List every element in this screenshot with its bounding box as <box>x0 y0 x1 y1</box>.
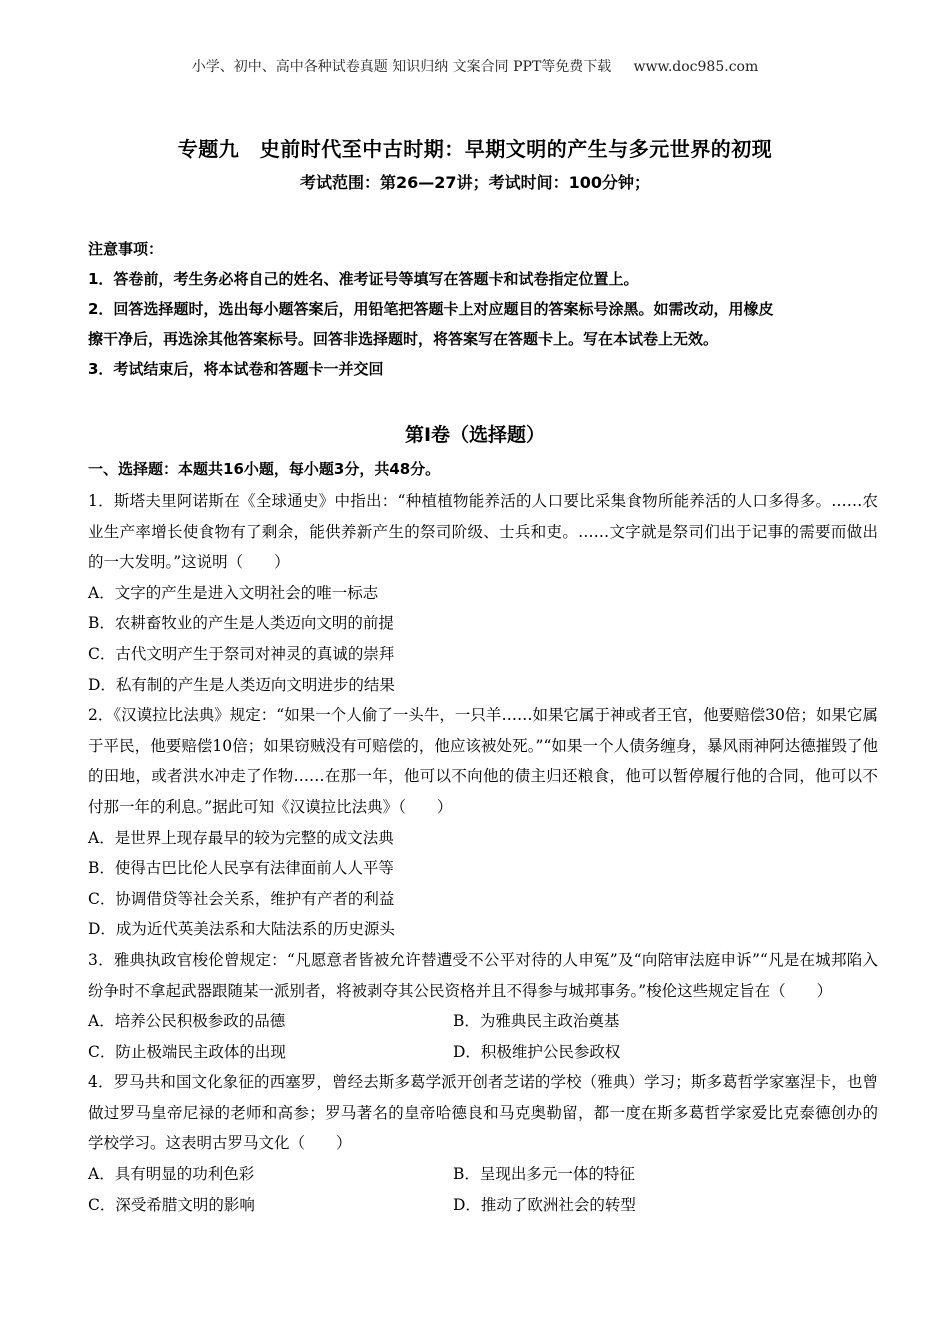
question-3 <box>88 945 878 1067</box>
notes-line: 1．答卷前，考生务必将自己的姓名、准考证号等填写在答题卡和试卷指定位置上。 <box>88 270 639 288</box>
notes-block <box>88 234 868 384</box>
exam-subtitle: 考试范围：第26—27讲；考试时间：100分钟； <box>300 173 650 192</box>
question-2 <box>88 700 878 945</box>
header-banner: 小学、初中、高中各种试卷真题 知识归纳 文案合同 PPT等免费下载 <box>191 59 612 75</box>
question-stem: 4．罗马共和国文化象征的西塞罗，曾经去斯多葛学派开创者芝诺的学校（雅典）学习；斯多葛哲学家塞涅卡，也曾做过罗马皇帝尼禄的老师和高参；罗马著名的皇帝哈德良和马克奥勒留，都一度在斯多葛哲学家爱比克泰德创办的学校学习。这表明古罗马文化（ ） <box>88 1073 878 1153</box>
section-title: 第I卷（选择题） <box>404 424 546 446</box>
question-list <box>88 486 878 1220</box>
option-c: C．防止极端民主政体的出现 <box>88 1042 286 1061</box>
page-header <box>0 56 950 76</box>
option-c: C．深受希腊文明的影响 <box>88 1195 255 1214</box>
notes-line: 3．考试结束后，将本试卷和答题卡一并交回 <box>88 360 384 378</box>
option-d: D．成为近代英美法系和大陆法系的历史源头 <box>88 920 395 939</box>
part-heading: 一、选择题：本题共16小题，每小题3分，共48分。 <box>88 460 441 478</box>
option-b: B．呈现出多元一体的特征 <box>453 1165 635 1184</box>
option-d: D．私有制的产生是人类迈向文明进步的结果 <box>88 675 395 694</box>
option-c: C．古代文明产生于祭司对神灵的真诚的崇拜 <box>88 644 395 663</box>
option-b: B．农耕畜牧业的产生是人类迈向文明的前提 <box>88 614 394 633</box>
header-site-link[interactable]: www.doc985.com <box>633 59 759 75</box>
option-a: A．是世界上现存最早的较为完整的成文法典 <box>88 828 394 847</box>
question-stem: 2．《汉谟拉比法典》规定：“如果一个人偷了一头牛，一只羊……如果它属于神或者王官，他要赔偿30倍；如果它属于平民，他要赔偿10倍；如果窃贼没有可赔偿的，他应该被处死。”“如果一个人债务缠身，暴风雨神阿达德摧毁了他的田地，或者洪水冲走了作物……在那一年，他可以不向他的债主归还粮食，他可以暂停履行他的合同，他可以不付那一年的利息。”据此可知《汉谟拉比法典》（ ） <box>88 706 878 816</box>
question-stem: 1．斯塔夫里阿诺斯在《全球通史》中指出：“种植植物能养活的人口要比采集食物所能养活的人口多得多。……农业生产率增长使食物有了剩余，能供养新产生的祭司阶级、士兵和吏。……文字就是祭司们出于记事的需要而做出的一大发明。”这说明（ ） <box>88 492 878 572</box>
option-b: B．使得古巴比伦人民享有法律面前人人平等 <box>88 859 394 878</box>
question-4 <box>88 1067 878 1220</box>
option-a: A．培养公民积极参政的品德 <box>88 1012 286 1031</box>
question-1 <box>88 486 878 700</box>
option-b: B．为雅典民主政治奠基 <box>453 1012 620 1031</box>
option-row <box>88 1190 878 1221</box>
option-row <box>88 1159 878 1190</box>
option-a: A．具有明显的功利色彩 <box>88 1165 255 1184</box>
exam-title: 专题九 史前时代至中古时期：早期文明的产生与多元世界的初现 <box>177 137 773 161</box>
option-c: C．协调借贷等社会关系，维护有产者的利益 <box>88 889 395 908</box>
option-row <box>88 1037 878 1068</box>
option-a: A．文字的产生是进入文明社会的唯一标志 <box>88 583 379 602</box>
option-d: D．推动了欧洲社会的转型 <box>453 1195 636 1214</box>
option-d: D．积极维护公民参政权 <box>453 1042 621 1061</box>
notes-line: 擦干净后，再选涂其他答案标号。回答非选择题时，将答案写在答题卡上。写在本试卷上无效。 <box>88 330 719 348</box>
option-row <box>88 1006 878 1037</box>
notes-line: 2．回答选择题时，选出每小题答案后，用铅笔把答题卡上对应题目的答案标号涂黑。如需改动，用橡皮 <box>88 300 774 318</box>
notes-heading: 注意事项： <box>88 240 164 258</box>
question-stem: 3．雅典执政官梭伦曾规定：“凡愿意者皆被允许替遭受不公平对待的人申冤”及“向陪审法庭申诉”“凡是在城邦陷入纷争时不拿起武器跟随某一派别者，将被剥夺其公民资格并且不得参与城邦事务。”梭伦这些规定旨在（ ） <box>88 950 878 1000</box>
